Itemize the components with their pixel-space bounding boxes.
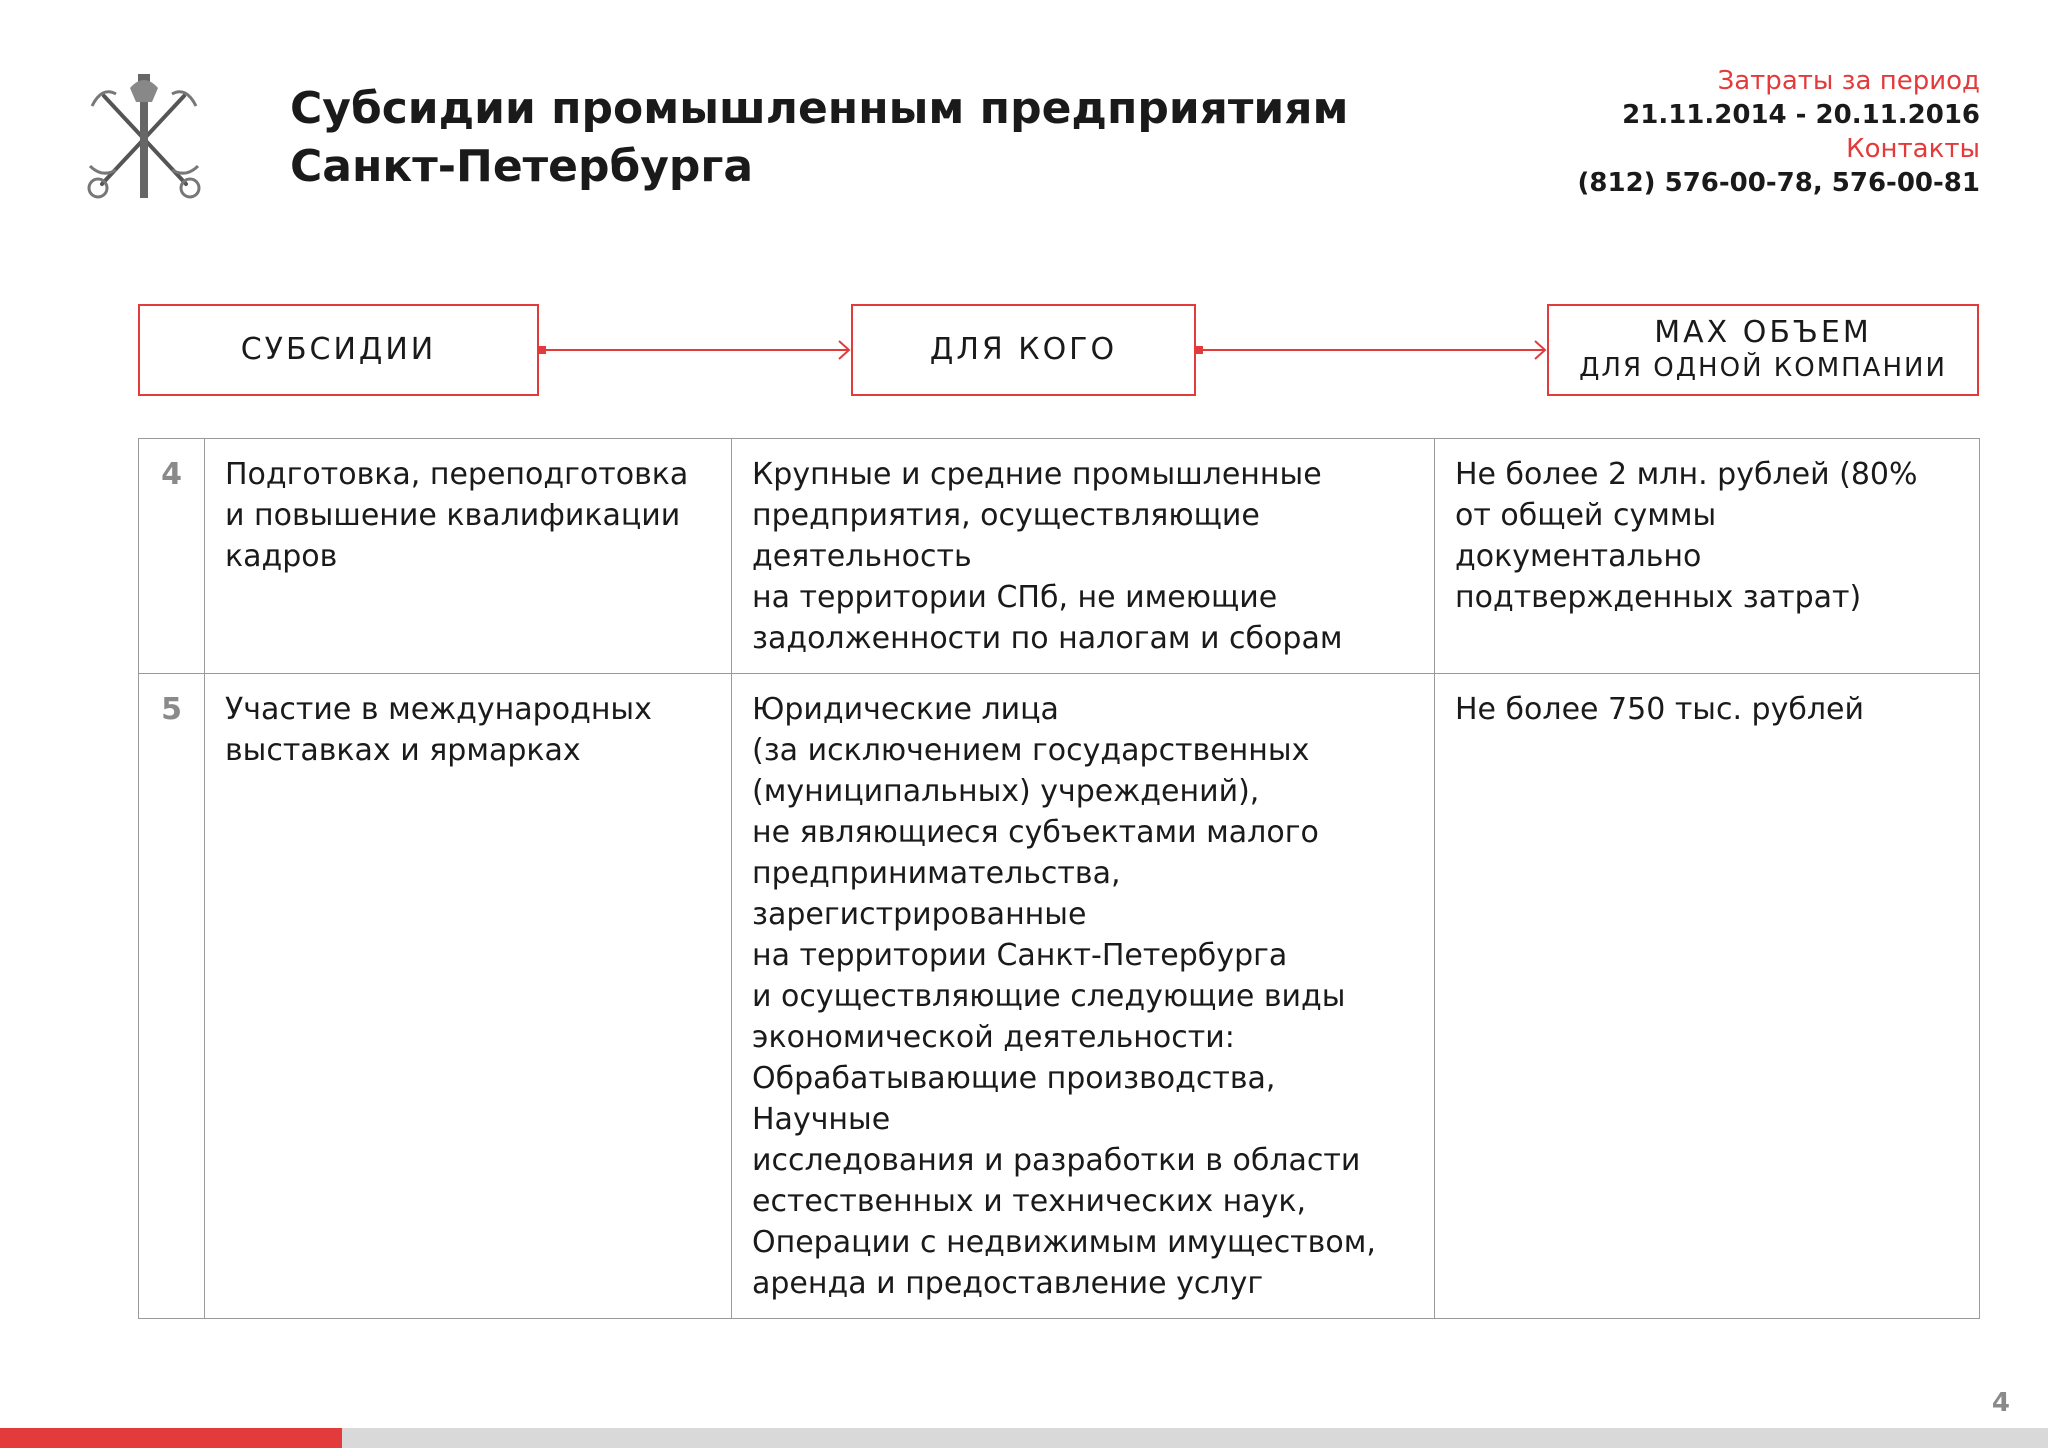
footer-progress-accent xyxy=(0,1428,342,1448)
flow-box-max-amount-title: MAX ОБЪЕМ xyxy=(1654,315,1872,350)
row-number: 4 xyxy=(139,439,205,674)
flow-box-max-amount xyxy=(1547,304,1979,396)
flow-box-for-whom-label: ДЛЯ КОГО xyxy=(929,332,1118,367)
period-contacts-block xyxy=(1578,64,1980,200)
period-value: 21.11.2014 - 20.11.2016 xyxy=(1622,100,1980,130)
table-row xyxy=(139,439,1980,674)
flow-arrow-2-head xyxy=(1535,341,1545,359)
contacts-value: (812) 576-00-78, 576-00-81 xyxy=(1577,168,1980,198)
table-row xyxy=(139,674,1980,1319)
flow-arrow-2-start xyxy=(1195,346,1203,354)
for-whom-cell: Крупные и средние промышленные предприятия, осуществляющие деятельность на территории СПб, не имеющие задолженности по налогам и сборам xyxy=(732,439,1435,674)
flow-box-subsidies-label: СУБСИДИИ xyxy=(240,332,437,367)
flow-box-for-whom xyxy=(851,304,1196,396)
max-amount-cell: Не более 2 млн. рублей (80% от общей суммы документально подтвержденных затрат) xyxy=(1435,439,1980,674)
page-number: 4 xyxy=(1991,1388,2010,1418)
subsidy-cell: Подготовка, переподготовка и повышение квалификации кадров xyxy=(205,439,732,674)
contacts-label: Контакты xyxy=(1846,134,1980,164)
spb-coat-of-arms-icon xyxy=(82,66,206,206)
flow-box-max-amount-subtitle: ДЛЯ ОДНОЙ КОМПАНИИ xyxy=(1579,353,1947,383)
title-line-1: Субсидии промышленным предприятиям xyxy=(290,83,1349,134)
row-number: 5 xyxy=(139,674,205,1319)
title-line-2: Санкт-Петербурга xyxy=(290,141,754,192)
for-whom-cell: Юридические лица (за исключением государственных (муниципальных) учреждений), не являющиеся субъектами малого предпринимательства, зарегистрированные на территории Санкт-Петербурга и осуществляющие следующие виды экономической деятельности: Обрабатывающие производства, Научные исследования и разработки в области естественных и технических наук, Операции с недвижимым имуществом, аренда и предоставление услуг xyxy=(732,674,1435,1319)
flow-arrow-1-start xyxy=(538,346,546,354)
max-amount-cell: Не более 750 тыс. рублей xyxy=(1435,674,1980,1319)
period-label: Затраты за период xyxy=(1717,66,1980,96)
subsidy-cell: Участие в международных выставках и ярмарках xyxy=(205,674,732,1319)
subsidies-table xyxy=(138,438,1980,1319)
page-title xyxy=(290,80,1348,196)
flow-box-subsidies xyxy=(138,304,539,396)
flow-arrow-1-head xyxy=(839,341,849,359)
